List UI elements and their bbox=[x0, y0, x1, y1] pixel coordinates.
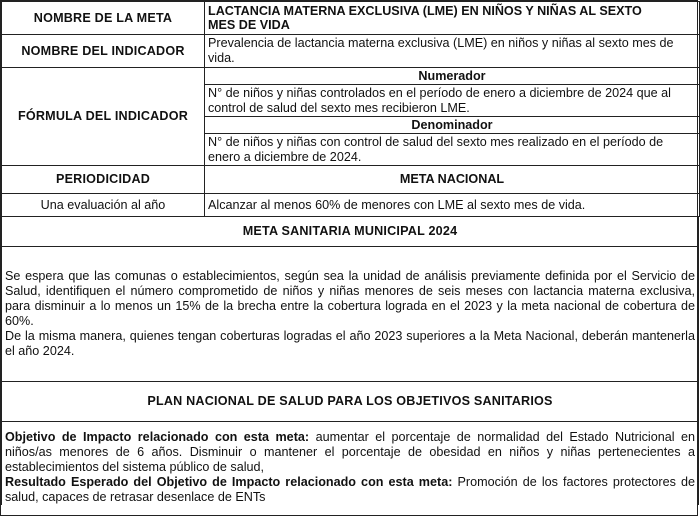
meta-municipal-paragraph-1: Se espera que las comunas o establecimientos, según sea la unidad de análisis previamente definida por el Servicio de Salud, identifiquen el número comprometido de niños y niñas menores de seis meses con lactancia materna exclusiva, para disminuir a lo menos un 15% de la brecha entre la cobertura lograda en el 2023 y la meta nacional de cobertura de 60%. bbox=[5, 269, 695, 328]
indicador-row bbox=[2, 35, 700, 68]
resultado-label: Resultado Esperado del Objetivo de Impacto relacionado con esta meta: bbox=[5, 475, 453, 489]
meta-value bbox=[205, 2, 700, 35]
formula-label: FÓRMULA DEL INDICADOR bbox=[2, 68, 205, 166]
indicador-label: NOMBRE DEL INDICADOR bbox=[2, 35, 205, 68]
plan-nacional-title: PLAN NACIONAL DE SALUD PARA LOS OBJETIVOS SANITARIOS bbox=[147, 394, 553, 408]
objetivo-text: aumentar el porcentaje de normalidad del Estado Nutricional en niños/as menores de 6 años. Disminuir o mantener el porcentaje de obesidad en niños y niñas pertenecientes a establecimientos del sistema público de salud, bbox=[5, 430, 696, 474]
meta-municipal-title: META SANITARIA MUNICIPAL 2024 bbox=[242, 224, 458, 238]
meta-municipal-title-block bbox=[1, 217, 699, 247]
resultado-paragraph bbox=[2, 475, 698, 505]
meta-nacional-value: Alcanzar al menos 60% de menores con LME al sexto mes de vida. bbox=[205, 194, 700, 217]
periodicidad-value: Una evaluación al año bbox=[2, 194, 205, 217]
meta-value-line1: LACTANCIA MATERNA EXCLUSIVA (LME) EN NIÑOS Y NIÑAS AL SEXTO bbox=[208, 4, 642, 18]
indicator-table bbox=[1, 1, 700, 217]
meta-value-line2: MES DE VIDA bbox=[208, 18, 290, 32]
meta-municipal-body bbox=[1, 247, 699, 382]
meta-label: NOMBRE DE LA META bbox=[2, 2, 205, 35]
objetivo-paragraph bbox=[2, 430, 698, 475]
periodicidad-value-row bbox=[2, 194, 700, 217]
numerador-title-row bbox=[2, 68, 700, 85]
denominador-text: N° de niños y niñas con control de salud del sexto mes realizado en el período de enero a diciembre de 2024. bbox=[205, 134, 700, 166]
denominador-title: Denominador bbox=[205, 117, 700, 134]
indicador-value: Prevalencia de lactancia materna exclusiva (LME) en niños y niñas al sexto mes de vida. bbox=[205, 35, 700, 68]
meta-municipal-paragraph-2: De la misma manera, quienes tengan coberturas logradas el año 2023 superiores a la Meta Nacional, deberán mantenerla el año 2024. bbox=[5, 329, 695, 358]
resultado-text: Promoción de los factores protectores de salud, capaces de retrasar desenlace de ENTs bbox=[5, 475, 695, 504]
periodicidad-label: PERIODICIDAD bbox=[2, 166, 205, 194]
meta-row bbox=[2, 2, 700, 35]
plan-nacional-body bbox=[1, 422, 699, 505]
objetivo-label: Objetivo de Impacto relacionado con esta meta: bbox=[5, 430, 310, 444]
periodicidad-header-row bbox=[2, 166, 700, 194]
plan-nacional-title-block bbox=[1, 382, 699, 422]
meta-nacional-label: META NACIONAL bbox=[205, 166, 700, 194]
numerador-title: Numerador bbox=[205, 68, 700, 85]
numerador-text: N° de niños y niñas controlados en el período de enero a diciembre de 2024 que al control de salud del sexto mes recibieron LME. bbox=[205, 85, 700, 117]
